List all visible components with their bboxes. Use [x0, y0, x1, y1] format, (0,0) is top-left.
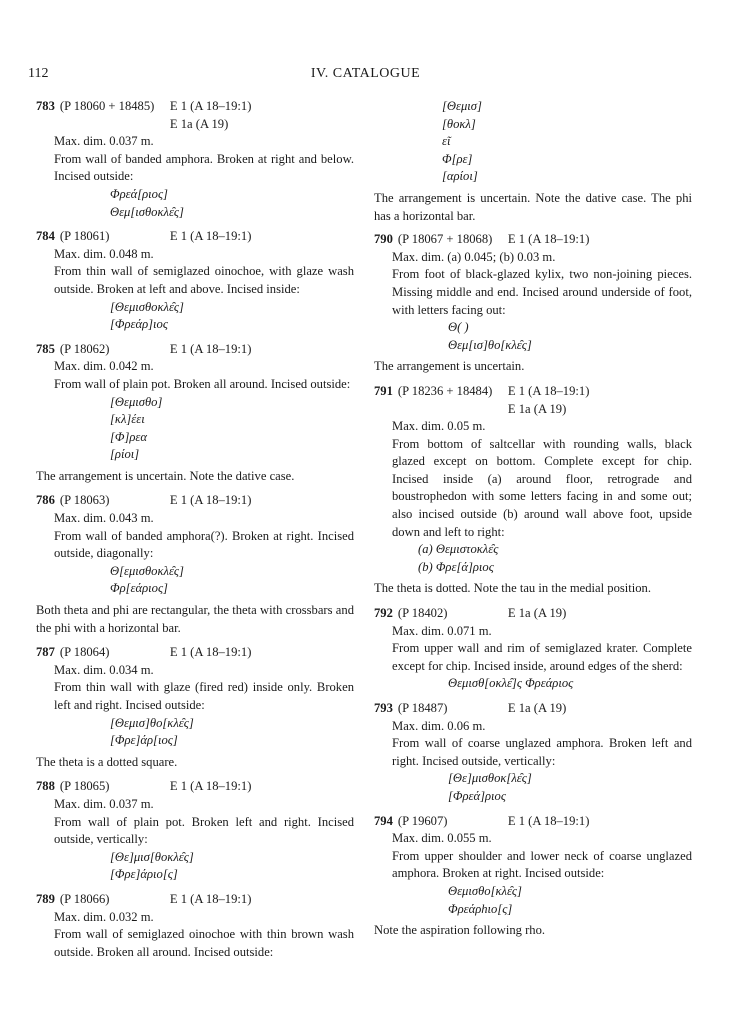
entry-body: [36, 662, 354, 750]
inscription-line: Φρεάρhιο[ς]: [448, 901, 513, 916]
context-deposits: [170, 644, 252, 662]
inscription-line: [Θεμισθοκλε̑ς]: [110, 299, 184, 314]
continued-inscription: [374, 98, 692, 186]
entry-note: The arrangement is uncertain. Note the dative case.: [36, 468, 295, 483]
entry-description: From wall of semiglazed oinochoe with thin brown wash outside. Broken all around. Incised outside:: [54, 927, 354, 959]
entry-description: Max. dim. 0.042 m.: [54, 359, 154, 374]
entry-description: From upper shoulder and lower neck of coarse unglazed amphora. Broken at right. Incised outside:: [392, 848, 692, 881]
entry-number: 792: [374, 606, 393, 621]
inscription-line: Φ[ρε]: [442, 151, 473, 166]
entry-body: [374, 418, 692, 576]
inscription-line: [Φρεά]ριος: [448, 788, 506, 803]
entry-description: Max. dim. 0.032 m.: [54, 909, 154, 924]
inventory-number: (P 18065): [59, 779, 110, 794]
entry-description: From wall of banded amphora(?). Broken at right. Incised outside, diagonally:: [54, 528, 354, 561]
inscription-line: [Φρε]άρ[ιος]: [110, 733, 178, 748]
entry-description: Max. dim. 0.071 m.: [392, 623, 492, 638]
context-deposit: E 1 (A 18–19:1): [507, 383, 590, 398]
entry-description: From upper wall and rim of semiglazed krater. Complete except for chip. Incised inside, around edges of the sherd:: [392, 641, 692, 673]
catalogue-entry: [36, 778, 354, 884]
catalogue-entry: [374, 700, 692, 806]
entry-number: 786: [36, 493, 55, 508]
catalogue-entry: [36, 228, 354, 334]
entry-body: [36, 796, 354, 884]
inscription-line: [392, 559, 692, 577]
entry-note: The theta is a dotted square.: [36, 754, 178, 769]
entry-description: From bottom of saltcellar with rounding walls, black glazed except on bottom. Complete except for chip. Incised inside (a) around floor, retrograde and boustrophedon with some letters facing in and some out; also incised outside (b) around wall above foot, upside down and left to right:: [392, 436, 692, 539]
entry-note: The arrangement is uncertain. Note the dative case. The phi has a horizontal bar.: [374, 190, 692, 223]
context-deposits: [170, 891, 252, 909]
inventory-number: (P 18236 + 18484): [397, 383, 493, 398]
entry-description: From wall of plain pot. Broken left and right. Incised outside, vertically:: [54, 814, 354, 847]
context-deposit: E 1 (A 18–19:1): [169, 891, 252, 906]
inscription-line: [αρίοι]: [442, 169, 478, 184]
entry-header: [36, 492, 354, 510]
entry-body: [36, 909, 354, 962]
context-deposit: E 1 (A 18–19:1): [507, 232, 590, 247]
entry-number: 789: [36, 891, 55, 906]
entry-description: Max. dim. (a) 0.045; (b) 0.03 m.: [392, 249, 556, 264]
context-deposits: [508, 700, 566, 718]
inscription-line: [Θε]μισθοκ[λε̑ς]: [448, 771, 532, 786]
inventory-number: (P 18067 + 18068): [397, 232, 493, 247]
inscription-line: [Θεμισ]θο[κλε̑ς]: [110, 715, 194, 730]
inscription-text: Φρε[ά]ριος: [435, 559, 494, 574]
inventory-number: (P 18402): [397, 606, 448, 621]
page-number: 112: [28, 66, 49, 81]
entry-number: 783: [36, 99, 55, 113]
inscription-line: Θεμ[ισ]θο[κλε̑ς]: [448, 337, 532, 352]
running-head: IV. CATALOGUE: [310, 66, 421, 81]
inventory-number: (P 18060 + 18485): [59, 99, 155, 113]
entry-body: [374, 718, 692, 806]
entry-body: [36, 133, 354, 221]
catalogue-entry: [36, 644, 354, 771]
inscription-line: Θ( ): [448, 320, 469, 335]
inscription-line: Θεμισθο[κλε̑ς]: [448, 883, 522, 898]
entry-number: 788: [36, 779, 55, 794]
entry-number: 784: [36, 229, 55, 244]
entry-number: 787: [36, 645, 55, 660]
inscription-line: [Θε]μισ[θοκλε̑ς]: [110, 849, 194, 864]
entry-description: Max. dim. 0.037 m.: [54, 796, 154, 811]
catalogue-entry: [36, 98, 354, 221]
inscription-line: [Φ]ρεα: [110, 429, 148, 444]
catalogue-entry: [36, 891, 354, 961]
right-column: [374, 98, 692, 947]
entry-note: Both theta and phi are rectangular, the theta with crossbars and the phi with a horizontal bar.: [36, 603, 354, 635]
context-deposits: [170, 228, 252, 246]
context-deposit: E 1 (A 18–19:1): [169, 645, 252, 660]
inscription-label: (b): [418, 559, 436, 574]
entry-header: [36, 891, 354, 909]
inscription-line: Θεμ[ισθοκλε̑ς]: [110, 204, 184, 219]
entry-description: From foot of black-glazed kylix, two non-joining pieces. Missing middle and end. Incised around underside of foot, with letters facing out:: [392, 267, 692, 317]
inventory-number: (P 18064): [59, 645, 110, 660]
entry-body: [36, 246, 354, 334]
context-deposit: E 1a (A 19): [507, 701, 567, 715]
inscription-line: [Θεμισ]: [442, 99, 482, 113]
catalogue-entry: [374, 605, 692, 693]
inscription-line: Φρεά[ριος]: [110, 186, 168, 201]
entry-header: [374, 231, 692, 249]
entry-description: From wall of banded amphora. Broken at right and below. Incised outside:: [54, 151, 354, 184]
context-deposit: E 1 (A 18–19:1): [169, 99, 252, 113]
entry-description: From thin wall of semiglazed oinochoe, with glaze wash outside. Broken at left and above. Incised inside:: [54, 264, 354, 296]
entry-number: 785: [36, 341, 55, 356]
context-deposits: [170, 341, 252, 359]
entry-header: [36, 98, 354, 133]
entry-note: The theta is dotted. Note the tau in the medial position.: [374, 581, 652, 596]
left-column: [36, 98, 354, 968]
inscription-line: [κλ]έει: [110, 412, 145, 427]
inscription-line: [Φρε]άριο[ς]: [110, 867, 178, 882]
inscription-line: Θεμισθ[οκλε̑]ς Φρεάριος: [448, 676, 574, 691]
entry-description: Max. dim. 0.043 m.: [54, 511, 154, 526]
inventory-number: (P 18487): [397, 701, 448, 715]
inventory-number: (P 18062): [59, 341, 110, 356]
entry-note: Note the aspiration following rho.: [374, 923, 546, 938]
inscription-line: Θ[εμισθοκλε̑ς]: [110, 563, 184, 578]
context-deposit: E 1 (A 18–19:1): [507, 813, 590, 828]
entry-description: Max. dim. 0.055 m.: [392, 831, 492, 846]
entry-description: Max. dim. 0.034 m.: [54, 662, 154, 677]
catalogue-entry: [374, 231, 692, 376]
inscription-line: [Φρεάρ]ιος: [110, 317, 168, 332]
context-deposits: [508, 231, 590, 249]
entry-header: [374, 813, 692, 831]
inscription-text: Θεμιστοκλε̑ς: [435, 542, 499, 557]
inscription-line: [ρίοι]: [110, 447, 140, 462]
entry-note: The arrangement is uncertain.: [374, 359, 525, 374]
entry-number: 794: [374, 813, 393, 828]
inventory-number: (P 19607): [397, 813, 448, 828]
context-deposits: [170, 492, 252, 510]
context-deposits: [508, 813, 590, 831]
inscription-label: (a): [418, 542, 436, 557]
inventory-number: (P 18063): [59, 493, 110, 508]
catalogue-entry: [36, 492, 354, 637]
context-deposit: E 1 (A 18–19:1): [169, 779, 252, 794]
context-deposit: E 1a (A 19): [507, 401, 567, 416]
entry-body: [374, 249, 692, 355]
context-deposit: E 1 (A 18–19:1): [169, 341, 252, 356]
entry-header: [374, 700, 692, 718]
catalogue-entry: [374, 813, 692, 940]
entry-description: Max. dim. 0.037 m.: [54, 134, 154, 149]
entry-description: Max. dim. 0.048 m.: [54, 246, 154, 261]
context-deposits: [170, 778, 252, 796]
context-deposit: E 1 (A 18–19:1): [169, 229, 252, 244]
entry-body: [36, 358, 354, 464]
context-deposits: [508, 605, 566, 623]
entry-body: [374, 623, 692, 693]
catalogue-entry: [374, 383, 692, 598]
catalogue-entry: [36, 341, 354, 486]
entry-body: [36, 510, 354, 598]
inscription-line: [θοκλ]: [442, 116, 476, 131]
inscription-line: [392, 541, 692, 559]
inscription-line: Φρ[εάριος]: [110, 581, 168, 596]
entry-number: 793: [374, 701, 393, 715]
inventory-number: (P 18061): [59, 229, 110, 244]
inventory-number: (P 18066): [59, 891, 110, 906]
entry-description: From wall of plain pot. Broken all around. Incised outside:: [54, 376, 351, 391]
entry-description: Max. dim. 0.06 m.: [392, 718, 486, 733]
context-deposits: [508, 383, 590, 418]
entry-body: [374, 830, 692, 918]
entry-number: 791: [374, 383, 393, 398]
inscription-line: [Θεμισθο]: [110, 394, 163, 409]
context-deposit: E 1a (A 19): [507, 606, 567, 621]
context-deposits: [170, 98, 252, 133]
entry-header: [36, 644, 354, 662]
entry-description: Max. dim. 0.05 m.: [392, 419, 486, 434]
context-deposit: E 1a (A 19): [169, 116, 229, 131]
entry-header: [374, 383, 692, 418]
entry-description: From thin wall with glaze (fired red) inside only. Broken left and right. Incised outside:: [54, 680, 354, 712]
entry-description: From wall of coarse unglazed amphora. Broken left and right. Incised outside, vertically:: [392, 736, 692, 768]
entry-header: [374, 605, 692, 623]
entry-header: [36, 778, 354, 796]
context-deposit: E 1 (A 18–19:1): [169, 493, 252, 508]
entry-number: 790: [374, 232, 393, 247]
entry-header: [36, 341, 354, 359]
inscription-line: εῖ: [442, 134, 451, 149]
entry-header: [36, 228, 354, 246]
